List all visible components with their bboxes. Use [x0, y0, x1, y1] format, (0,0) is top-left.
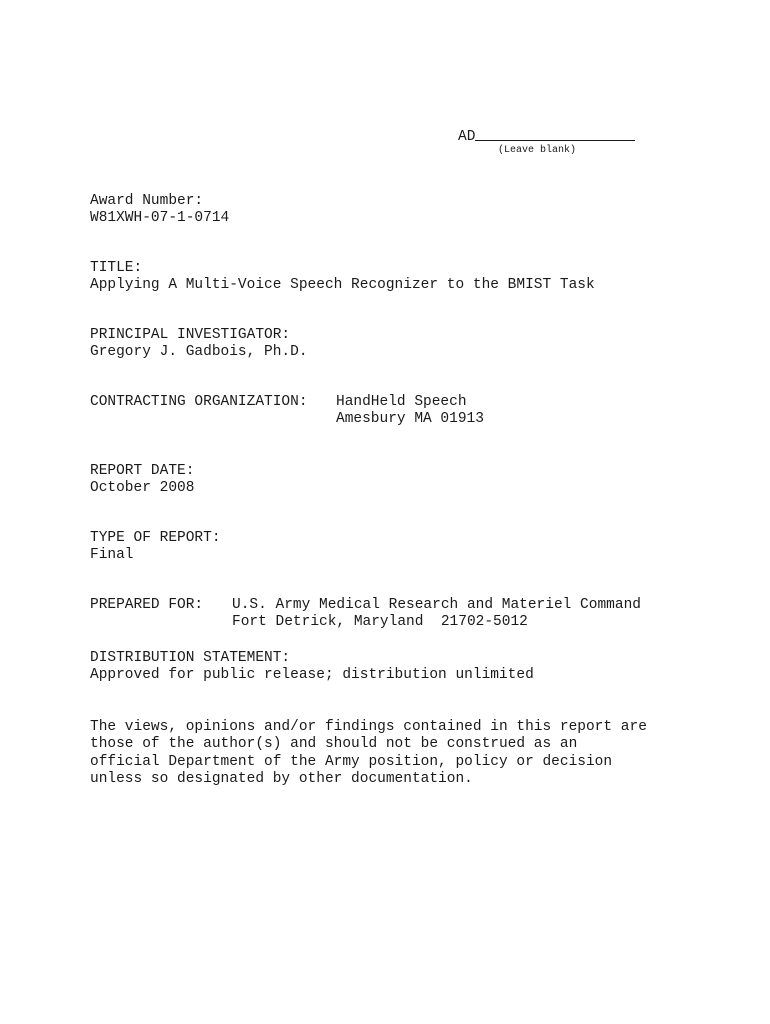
disclaimer-line-1: The views, opinions and/or findings contained in this report are	[90, 719, 647, 735]
report-date-value: October 2008	[90, 480, 195, 496]
principal-investigator-value: Gregory J. Gadbois, Ph.D.	[90, 344, 308, 360]
disclaimer-line-4: unless so designated by other documentation.	[90, 771, 473, 787]
award-number-label: Award Number:	[90, 193, 204, 209]
title-value: Applying A Multi-Voice Speech Recognizer to the BMIST Task	[90, 277, 595, 293]
report-type-value: Final	[90, 547, 134, 563]
ad-blank-rule	[475, 140, 635, 141]
distribution-statement-label: DISTRIBUTION STATEMENT:	[90, 650, 291, 666]
report-date-label: REPORT DATE:	[90, 463, 195, 479]
title-label: TITLE:	[90, 260, 143, 276]
disclaimer-line-3: official Department of the Army position, policy or decision	[90, 754, 613, 770]
disclaimer-line-2: those of the author(s) and should not be construed as an	[90, 736, 578, 752]
contracting-organization-address: Amesbury MA 01913	[336, 411, 484, 427]
prepared-for-address: Fort Detrick, Maryland 21702-5012	[232, 614, 528, 630]
award-number-value: W81XWH-07-1-0714	[90, 210, 230, 226]
principal-investigator-label: PRINCIPAL INVESTIGATOR:	[90, 327, 291, 343]
ad-number-field	[458, 129, 635, 147]
prepared-for-label: PREPARED FOR:	[90, 597, 204, 613]
ad-label: AD	[458, 129, 476, 145]
distribution-statement-value: Approved for public release; distribution unlimited	[90, 667, 534, 683]
leave-blank-note: (Leave blank)	[498, 145, 577, 156]
report-type-label: TYPE OF REPORT:	[90, 530, 221, 546]
contracting-organization-label: CONTRACTING ORGANIZATION:	[90, 394, 308, 410]
prepared-for-organization: U.S. Army Medical Research and Materiel Command	[232, 597, 641, 613]
contracting-organization-name: HandHeld Speech	[336, 394, 467, 410]
